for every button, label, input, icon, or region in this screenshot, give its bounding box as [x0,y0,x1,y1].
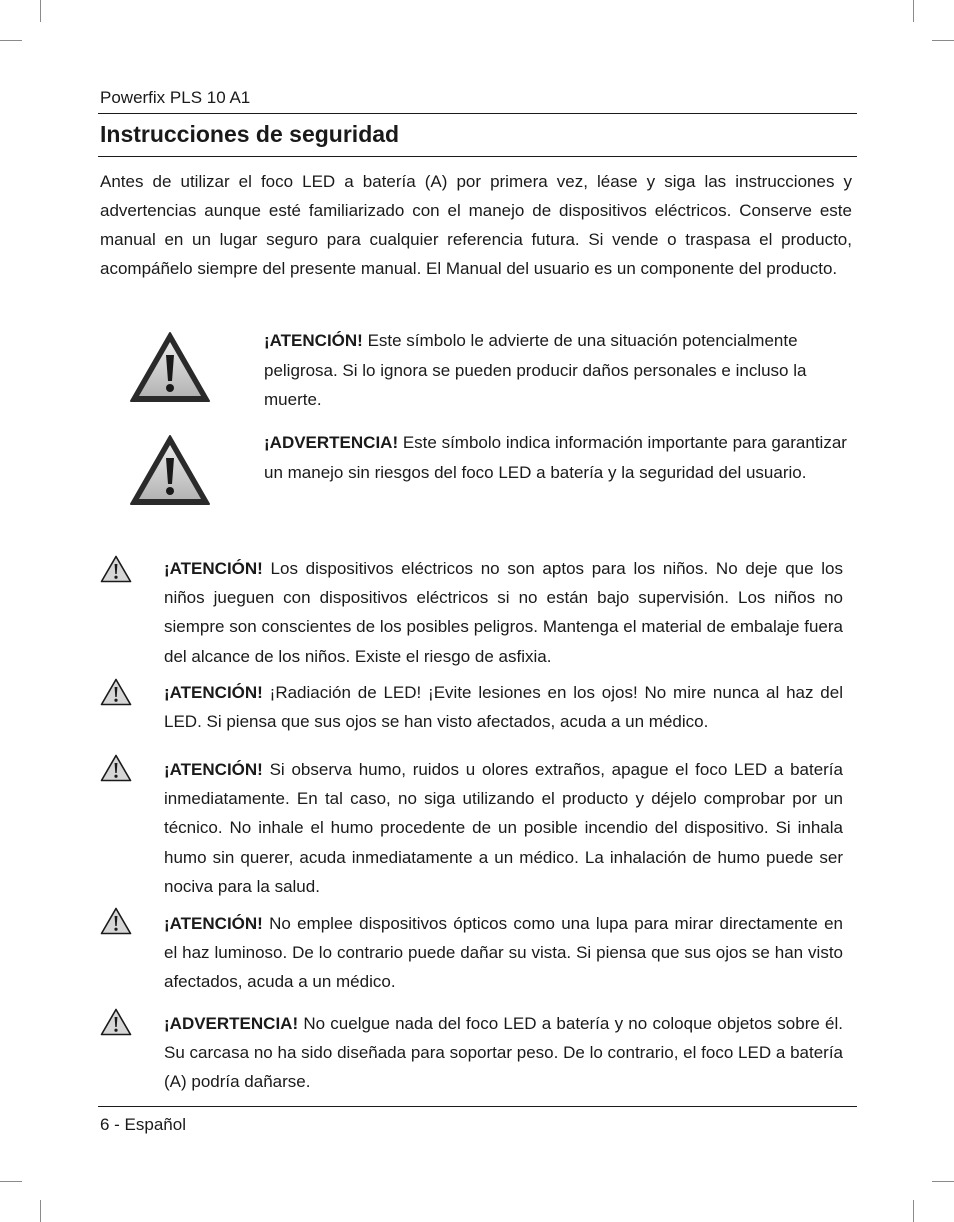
running-header: Powerfix PLS 10 A1 [100,88,251,107]
crop-mark [913,1200,914,1222]
warning-description: No cuelgue nada del foco LED a batería y no coloque objetos sobre él. Su carcasa no ha sido diseñada para soportar peso. De lo contrario, el foco LED a batería (A) podría dañarse. [164,1014,843,1092]
warning-triangle-icon [129,331,211,403]
legend-description: Este símbolo indica información importante para garantizar un manejo sin riesgos del foco LED a batería y la seguridad del usuario. [264,433,847,482]
header-rule [98,113,857,114]
warning-item [164,554,843,671]
legend-description: Este símbolo le advierte de una situación potencialmente peligrosa. Si lo ignora se pueden producir daños personales e incluso la muerte. [264,331,807,409]
crop-mark [0,1181,22,1182]
warning-description: No emplee dispositivos ópticos como una lupa para mirar directamente en el haz luminoso. De lo contrario puede dañar su vista. Si piensa que sus ojos se han visto afectados, acuda a un médico. [164,914,843,992]
warning-item [164,1009,843,1097]
warning-label: ¡ATENCIÓN! [164,683,263,702]
crop-mark [913,0,914,22]
legend-item [264,326,854,415]
legend-item [264,428,854,487]
section-title: Instrucciones de seguridad [100,121,400,147]
footer-rule [98,1106,857,1107]
warning-item [164,755,843,901]
title-rule [98,156,857,157]
crop-mark [0,40,22,41]
warning-item [164,909,843,997]
warning-triangle-icon [100,678,132,706]
warning-triangle-icon [129,434,211,506]
warning-description: Los dispositivos eléctricos no son aptos para los niños. No deje que los niños jueguen con dispositivos eléctricos si no están bajo supervisión. Los niños no siempre son conscientes de los posibles peligros. Mantenga el material de embalaje fuera del alcance de los niños. Existe el riesgo de asfixia. [164,559,843,666]
crop-mark [40,0,41,22]
warning-label: ¡ATENCIÓN! [164,914,263,933]
warning-triangle-icon [100,754,132,782]
warning-label: ¡ATENCIÓN! [164,760,263,779]
warning-description: Si observa humo, ruidos u olores extraños, apague el foco LED a batería inmediatamente. En tal caso, no siga utilizando el producto y déjelo comprobar por un técnico. No inhale el humo procedente de un posible incendio del dispositivo. Si inhala humo sin querer, acuda inmediatamente a un médico. La inhalación de humo puede ser nociva para la salud. [164,760,843,896]
warning-description: ¡Radiación de LED! ¡Evite lesiones en los ojos! No mire nunca al haz del LED. Si piensa que sus ojos se han visto afectados, acuda a un médico. [164,683,843,732]
legend-label: ¡ADVERTENCIA! [264,433,399,452]
warning-label: ¡ATENCIÓN! [164,559,263,578]
crop-mark [40,1200,41,1222]
warning-label: ¡ADVERTENCIA! [164,1014,299,1033]
crop-mark [932,40,954,41]
crop-mark [932,1181,954,1182]
intro-paragraph: Antes de utilizar el foco LED a batería (A) por primera vez, léase y siga las instrucciones y advertencias aunque esté familiarizado con el manejo de dispositivos eléctricos. Conserve este manual en un lugar seguro para cualquier referencia futura. Si vende o traspasa el producto, acompáñelo siempre del presente manual. El Manual del usuario es un componente del producto. [100,172,852,278]
warning-triangle-icon [100,1008,132,1036]
warning-triangle-icon [100,555,132,583]
warning-item [164,678,843,736]
page-number: 6 - Español [100,1115,186,1134]
warning-triangle-icon [100,907,132,935]
legend-label: ¡ATENCIÓN! [264,331,363,350]
